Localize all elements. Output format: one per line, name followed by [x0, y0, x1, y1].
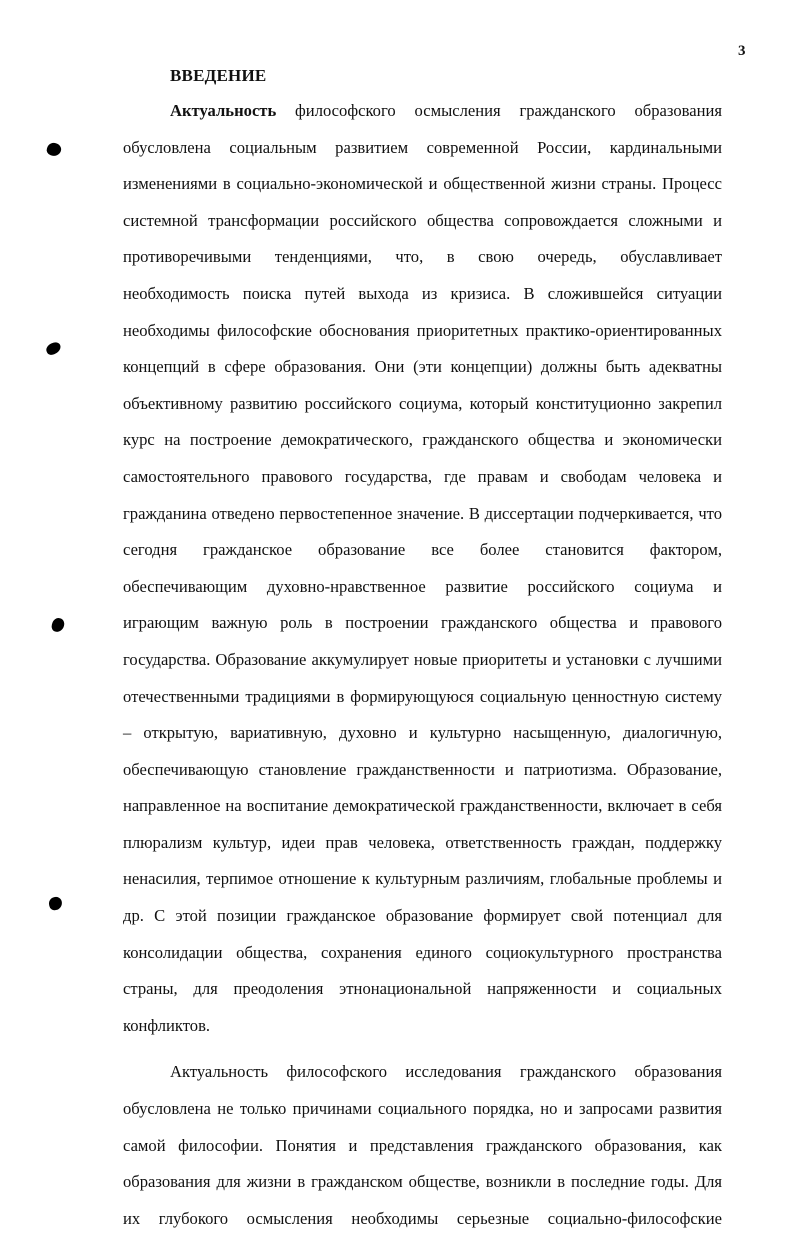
text-line: самостоятельного правового государства, где правам и свободам человека и: [123, 466, 722, 486]
text-line: плюрализм культур, идеи прав человека, ответственность граждан, поддержку: [123, 832, 722, 852]
page-number: 3: [738, 43, 746, 59]
text-line: обусловлена не только причинами социального порядка, но и запросами развития: [123, 1099, 722, 1119]
text-line: страны, для преодоления этнонациональной напряженности и социальных: [123, 979, 722, 999]
text-line: обеспечивающую становление гражданственности и патриотизма. Образование,: [123, 759, 722, 779]
text-line: образования для жизни в гражданском обществе, возникли в последние годы. Для: [123, 1172, 722, 1192]
text-line: Актуальность философского осмысления гражданского образования: [170, 101, 722, 120]
lead-bold-word: Актуальность: [170, 101, 277, 120]
text-line: концепций в сфере образования. Они (эти концепции) должны быть адекватны: [123, 357, 722, 377]
body-text: [123, 93, 722, 1237]
margin-blot: [48, 896, 63, 911]
text-line: противоречивыми тенденциями, что, в свою очередь, обуславливает: [123, 247, 722, 267]
text-line: курс на построение демократического, гражданского общества и экономически: [123, 430, 722, 450]
text-line: ненасилия, терпимое отношение к культурным различиям, глобальные проблемы и: [123, 869, 722, 889]
text-line: объективному развитию российского социума, который конституционно закрепил: [123, 393, 722, 413]
text-line: др. С этой позиции гражданское образование формирует свой потенциал для: [123, 906, 722, 926]
section-heading: ВВЕДЕНИЕ: [170, 66, 267, 85]
text-line: обусловлена социальным развитием современной России, кардинальными: [123, 137, 722, 157]
text-line: играющим важную роль в построении гражданского общества и правового: [123, 613, 722, 633]
text-line: необходимость поиска путей выхода из кризиса. В сложившейся ситуации: [123, 283, 722, 303]
text-line: консолидации общества, сохранения единого социокультурного пространства: [123, 942, 722, 962]
text-line: сегодня гражданское образование все более становится фактором,: [123, 540, 722, 560]
text-line: изменениями в социально-экономической и общественной жизни страны. Процесс: [123, 174, 722, 194]
text-line: – открытую, вариативную, духовно и культурно насыщенную, диалогичную,: [123, 723, 722, 743]
margin-blot: [50, 617, 65, 634]
text-line: обеспечивающим духовно-нравственное развитие российского социума и: [123, 576, 722, 596]
text-line: гражданина отведено первостепенное значение. В диссертации подчеркивается, что: [123, 503, 722, 523]
margin-blot: [45, 141, 63, 158]
text-line: их глубокого осмысления необходимы серьезные социально-философские: [123, 1208, 722, 1228]
text-line: самой философии. Понятия и представления гражданского образования, как: [123, 1135, 722, 1155]
text-line: системной трансформации российского общества сопровождается сложными и: [123, 210, 722, 230]
text-line: Актуальность философского исследования гражданского образования: [170, 1062, 722, 1082]
text-line: необходимы философские обоснования приоритетных практико-ориентированных: [123, 320, 722, 340]
text-line: направленное на воспитание демократической гражданственности, включает в себя: [123, 796, 722, 816]
margin-blot: [44, 340, 62, 356]
text-line: конфликтов.: [123, 1015, 211, 1035]
text-line: отечественными традициями в формирующуюся социальную ценностную систему: [123, 686, 722, 706]
text-line: государства. Образование аккумулирует новые приоритеты и установки с лучшими: [123, 649, 722, 669]
